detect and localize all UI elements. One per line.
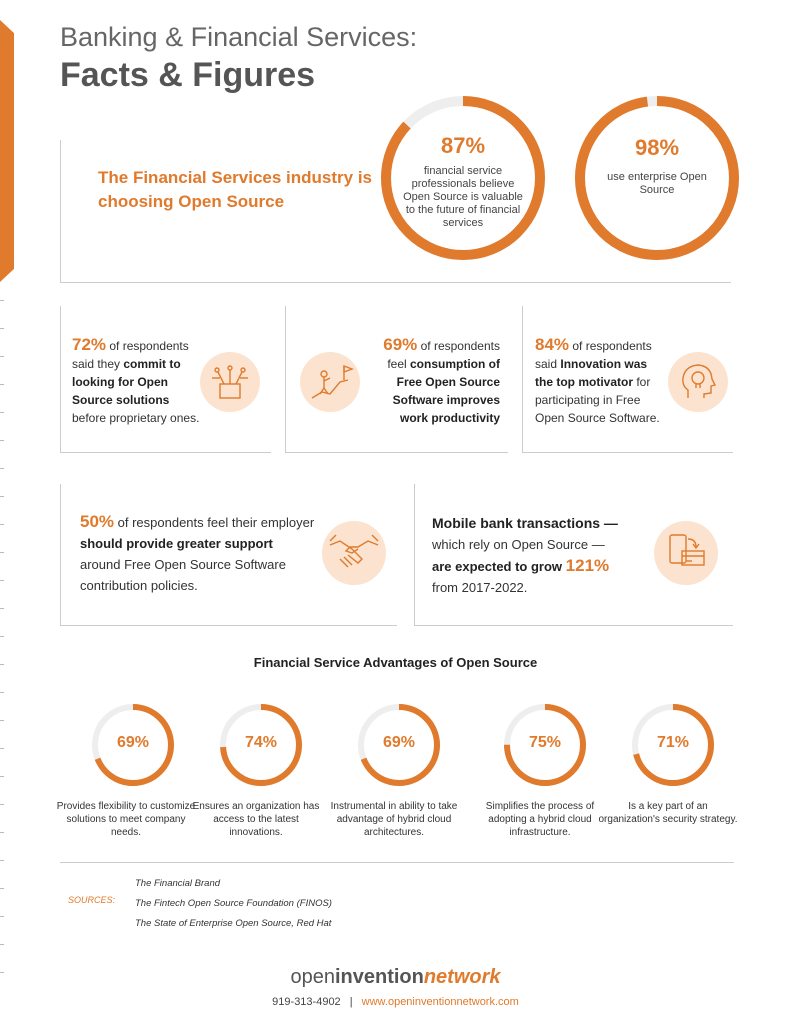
side-tick-marks xyxy=(0,300,4,1000)
stat-mobile-mid: which rely on Open Source — xyxy=(432,537,605,552)
stat-84-pre: of respondents said xyxy=(535,339,652,371)
advantage-desc: Ensures an organization has access to the latest innovations. xyxy=(192,801,320,838)
stat-mobile xyxy=(432,513,662,598)
ring-98-pct: 98% xyxy=(634,135,680,160)
advantage-ring-4 xyxy=(500,700,590,795)
divider xyxy=(60,862,734,863)
box-network-icon xyxy=(200,352,260,412)
source-item-1: The Financial Brand xyxy=(135,878,221,889)
stat-50-pct: 50% xyxy=(80,512,115,531)
stat-mobile-pct: 121% xyxy=(565,556,610,575)
advantage-desc: Is a key part of an organization's security strategy. xyxy=(598,801,738,825)
source-item-3: The State of Enterprise Open Source, Red Hat xyxy=(135,918,332,929)
ring-87-text: financial service professionals believe Open Source is valuable to the future of financial services xyxy=(403,165,523,229)
page-title-line1: Banking & Financial Services: xyxy=(60,22,418,52)
advantage-desc: Instrumental in ability to take advantage of hybrid cloud architectures. xyxy=(330,801,458,838)
contact-separator: | xyxy=(349,996,353,1008)
advantage-ring-5 xyxy=(628,700,718,795)
stat-mobile-bold2: are expected to grow xyxy=(432,559,563,574)
stat-50-pre: of respondents feel their employer xyxy=(114,515,315,530)
side-accent-tab xyxy=(0,20,14,282)
advantage-ring-2 xyxy=(216,700,306,795)
advantage-pct: 75% xyxy=(528,734,562,751)
stat-72-pct: 72% xyxy=(72,335,107,354)
stat-72-bold: commit to looking for Open Source solutions xyxy=(72,357,181,407)
website-link[interactable]: www.openinventionnetwork.com xyxy=(361,996,519,1008)
ring-87 xyxy=(378,93,548,263)
stat-72-post: before proprietary ones. xyxy=(72,411,200,425)
logo-invention: invention xyxy=(334,966,424,988)
stat-mobile-bold1: Mobile bank transactions — xyxy=(432,515,618,531)
ring-98-text: use enterprise Open Source xyxy=(607,171,707,196)
advantage-desc: Provides flexibility to customize solutions to meet company needs. xyxy=(56,801,196,838)
advantage-ring-3 xyxy=(354,700,444,795)
head-lightbulb-icon xyxy=(668,352,728,412)
phone-number: 919-313-4902 xyxy=(272,996,341,1008)
stat-50-post: around Free Open Source Software contribution policies. xyxy=(80,557,286,593)
advantage-ring-1 xyxy=(88,700,178,795)
advantage-pct: 71% xyxy=(656,734,690,751)
stat-50-bold: should provide greater support xyxy=(80,536,273,551)
logo-open: open xyxy=(290,966,335,988)
stat-84-pct: 84% xyxy=(535,335,570,354)
stat-69-pre: of respondents feel xyxy=(387,339,500,371)
stat-50 xyxy=(80,511,316,596)
climber-flag-icon xyxy=(300,352,360,412)
stat-84 xyxy=(535,336,665,427)
stat-84-post: for participating in Free Open Source Software. xyxy=(535,375,660,425)
mobile-payment-icon xyxy=(654,521,718,585)
advantage-desc: Simplifies the process of adopting a hybrid cloud infrastructure. xyxy=(485,801,595,838)
headline: The Financial Services industry is choosing Open Source xyxy=(98,168,372,211)
logo-network: network xyxy=(423,966,501,988)
stat-72-pre: of respondents said they xyxy=(72,339,189,371)
handshake-icon xyxy=(322,521,386,585)
advantages-title: Financial Service Advantages of Open Source xyxy=(253,655,538,670)
contact-line xyxy=(0,996,791,1008)
stat-72 xyxy=(72,336,202,427)
ring-87-pct: 87% xyxy=(440,133,486,158)
stat-69 xyxy=(368,336,500,427)
source-item-2: The Fintech Open Source Foundation (FINOS) xyxy=(135,898,332,909)
ring-98 xyxy=(572,93,742,263)
page-title-line2: Facts & Figures xyxy=(60,56,316,94)
advantage-pct: 69% xyxy=(116,734,150,751)
advantage-pct: 74% xyxy=(244,734,278,751)
oin-logo xyxy=(0,966,791,989)
stat-69-pct: 69% xyxy=(383,335,418,354)
sources-label: SOURCES: xyxy=(68,895,116,905)
stat-mobile-post: from 2017-2022. xyxy=(432,580,528,595)
stat-69-bold: consumption of Free Open Source Software improves work productivity xyxy=(392,357,500,425)
stat-84-bold: Innovation was the top motivator xyxy=(535,357,648,389)
advantage-pct: 69% xyxy=(382,734,416,751)
